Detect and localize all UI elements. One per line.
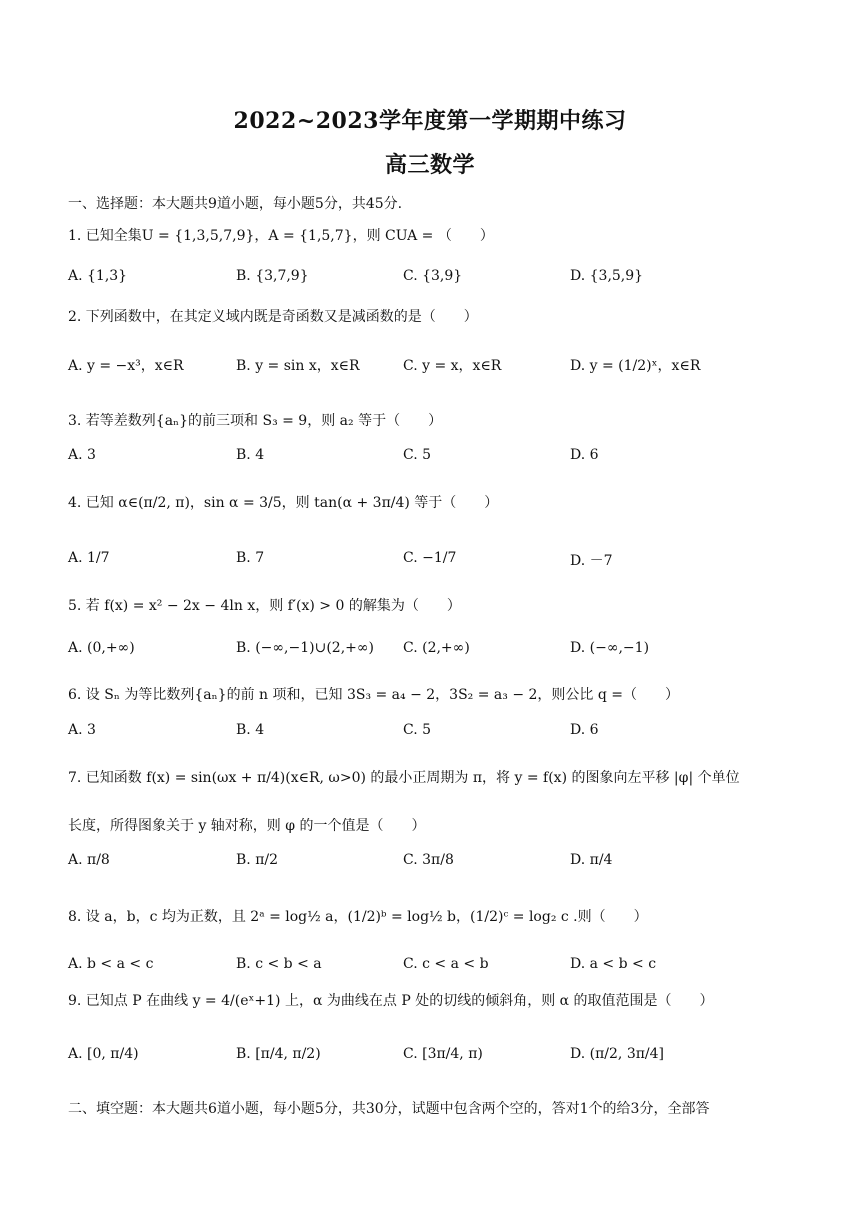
q9-option-c: C. [3π/4, π) xyxy=(403,1046,483,1062)
question-9-stem: 9. 已知点 P 在曲线 y = 4/(eˣ+1) 上，α 为曲线在点 P 处的切线的倾斜角，则 α 的取值范围是（ ） xyxy=(68,993,714,1009)
q4-option-c: C. −1/7 xyxy=(403,550,457,566)
q7-option-b: B. π/2 xyxy=(236,852,279,868)
page-subtitle: 高三数学 xyxy=(384,152,475,178)
q8-option-d: D. a < b < c xyxy=(570,956,657,972)
question-5-stem: 5. 若 f(x) = x² − 2x − 4ln x，则 f′(x) > 0 的解集为（ ） xyxy=(68,598,461,614)
q9-option-a: A. [0, π/4) xyxy=(68,1046,139,1062)
q2-option-c: C. y = x，x∈R xyxy=(403,358,502,374)
q5-option-b: B. (−∞,−1)∪(2,+∞) xyxy=(236,640,374,656)
q9-option-d: D. (π/2, 3π/4] xyxy=(570,1046,665,1062)
question-8-stem: 8. 设 a，b，c 均为正数，且 2ᵃ = log½ a，(1/2)ᵇ = log½ b，(1/2)ᶜ = log₂ c .则（ ） xyxy=(68,909,648,925)
q2-option-d: D. y = (1/2)ˣ，x∈R xyxy=(570,358,701,374)
question-3-stem: 3. 若等差数列{aₙ}的前三项和 S₃ = 9，则 a₂ 等于（ ） xyxy=(68,413,443,429)
q3-option-d: D. 6 xyxy=(570,447,599,463)
q8-option-a: A. b < a < c xyxy=(68,956,154,972)
q2-option-b: B. y = sin x，x∈R xyxy=(236,358,360,374)
q4-option-b: B. 7 xyxy=(236,550,265,566)
q5-option-a: A. (0,+∞) xyxy=(68,640,135,656)
q1-option-b: B. {3,7,9} xyxy=(236,268,309,284)
q3-option-a: A. 3 xyxy=(68,447,96,463)
question-1-stem: 1. 已知全集U = {1,3,5,7,9}，A = {1,5,7}，则 CUA = （ ） xyxy=(68,228,494,244)
page-title: 2022~2023学年度第一学期期中练习 xyxy=(233,108,627,134)
q6-option-b: B. 4 xyxy=(236,722,265,738)
section-heading-2: 二、填空题：本大题共6道小题，每小题5分，共30分，试题中包含两个空的，答对1个的给3分，全部答 xyxy=(68,1101,710,1117)
q6-option-d: D. 6 xyxy=(570,722,599,738)
q4-option-d: D. －7 xyxy=(570,553,613,569)
q8-option-b: B. c < b < a xyxy=(236,956,322,972)
q9-option-b: B. [π/4, π/2) xyxy=(236,1046,321,1062)
section-heading: 一、选择题：本大题共9道小题，每小题5分，共45分. xyxy=(68,196,403,212)
q7-option-d: D. π/4 xyxy=(570,852,613,868)
q2-option-a: A. y = −x³，x∈R xyxy=(68,358,184,374)
question-7-stem-continued: 长度，所得图象关于 y 轴对称，则 φ 的一个值是（ ） xyxy=(68,818,426,834)
q8-option-c: C. c < a < b xyxy=(403,956,489,972)
q6-option-a: A. 3 xyxy=(68,722,96,738)
q7-option-a: A. π/8 xyxy=(68,852,110,868)
question-6-stem: 6. 设 Sₙ 为等比数列{aₙ}的前 n 项和，已知 3S₃ = a₄ − 2，3S₂ = a₃ − 2，则公比 q =（ ） xyxy=(68,687,680,703)
q7-option-c: C. 3π/8 xyxy=(403,852,454,868)
q1-option-a: A. {1,3} xyxy=(68,268,128,284)
q5-option-c: C. (2,+∞) xyxy=(403,640,470,656)
question-4-stem: 4. 已知 α∈(π/2, π)，sin α = 3/5，则 tan(α + 3π/4) 等于（ ） xyxy=(68,495,499,511)
q3-option-c: C. 5 xyxy=(403,447,432,463)
question-2-stem: 2. 下列函数中，在其定义域内既是奇函数又是减函数的是（ ） xyxy=(68,309,478,325)
question-7-stem: 7. 已知函数 f(x) = sin(ωx + π/4)(x∈R, ω>0) 的最小正周期为 π，将 y = f(x) 的图象向左平移 |φ| 个单位 xyxy=(68,770,740,786)
q1-option-d: D. {3,5,9} xyxy=(570,268,644,284)
q5-option-d: D. (−∞,−1) xyxy=(570,640,650,656)
q4-option-a: A. 1/7 xyxy=(68,550,110,566)
q1-option-c: C. {3,9} xyxy=(403,268,463,284)
q6-option-c: C. 5 xyxy=(403,722,432,738)
q3-option-b: B. 4 xyxy=(236,447,265,463)
